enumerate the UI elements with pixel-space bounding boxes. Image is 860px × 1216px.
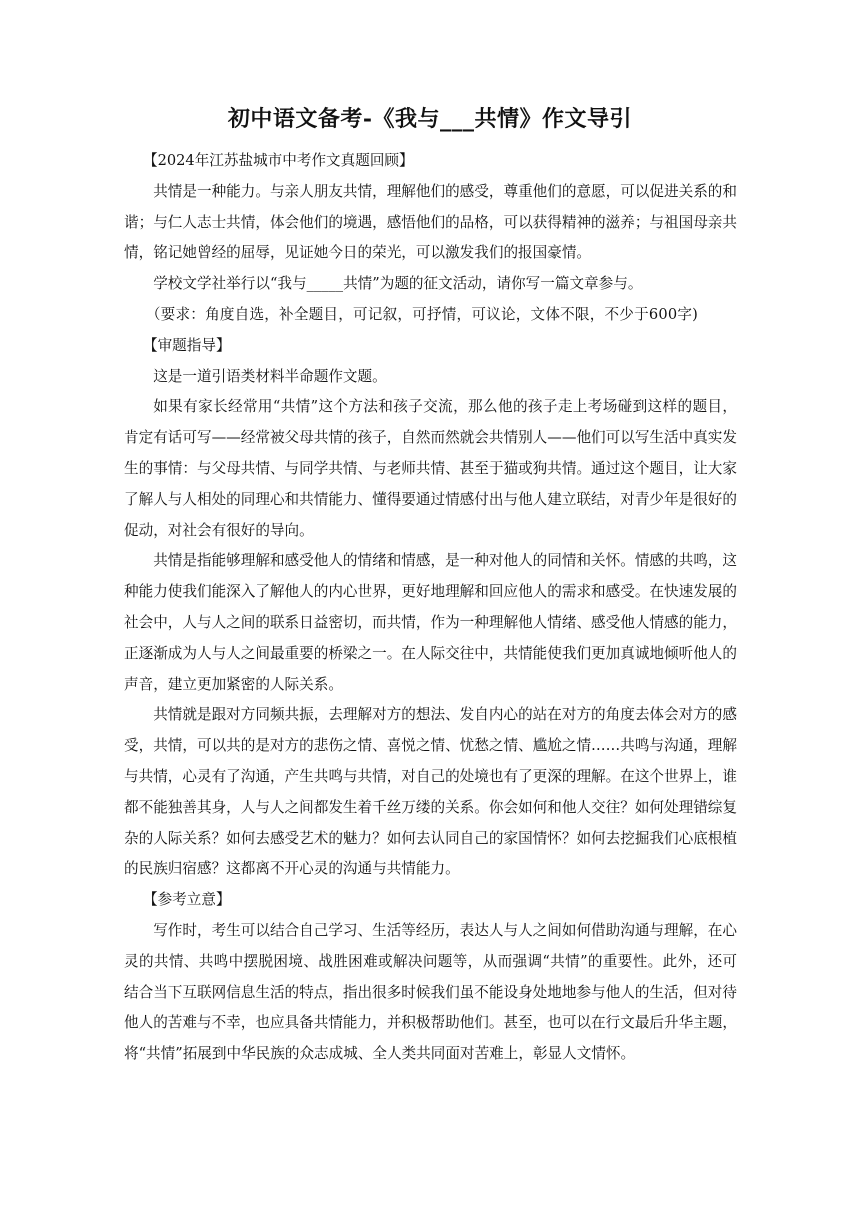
reference-paragraph-1: 写作时，考生可以结合自己学习、生活等经历，表达人与人之间如何借助沟通与理解，在心灵的共情、共鸣中摆脱困境、战胜困难或解决问题等，从而强调“共情”的重要性。此外，还可结合当下互联网信息生活的特点，指出很多时候我们虽不能设身处地地参与他人的生活，但对待他人的苦难与不幸，也应具备共情能力，并积极帮助他们。甚至，也可以在行文最后升华主题，将“共情”拓展到中华民族的众志成城、全人类共同面对苦难上，彰显人文情怀。: [124, 921, 737, 1063]
reference-heading: 【参考立意】: [142, 891, 231, 909]
requirements-note: （要求：角度自选，补全题目，可记叙，可抒情，可议论，文体不限，不少于600字): [145, 305, 699, 323]
guidance-paragraph-2: 如果有家长经常用“共情”这个方法和孩子交流，那么他的孩子走上考场碰到这样的题目，肯定有话可写——经常被父母共情的孩子，自然而然就会共情别人——他们可以写生活中真实发生的事情：与父母共情、与同学共情、与老师共情、甚至于猫或狗共情。通过这个题目，让大家了解人与人相处的同理心和共情能力、懂得要通过情感付出与他人建立联结，对青少年是很好的促动，对社会有很好的导向。: [124, 398, 737, 539]
guidance-heading: 【审题指导】: [142, 336, 231, 354]
prompt-paragraph-1: 共情是一种能力。与亲人朋友共情，理解他们的感受，尊重他们的意愿，可以促进关系的和谐；与仁人志士共情，体会他们的境遇，感悟他们的品格，可以获得精神的滋养；与祖国母亲共情，铭记她曾经的屈辱，见证她今日的荣光，可以激发我们的报国豪情。: [124, 182, 737, 262]
document-title: 初中语文备考-《我与___共情》作文导引: [227, 106, 633, 132]
review-heading: 【2024年江苏盐城市中考作文真题回顾】: [142, 152, 414, 169]
guidance-paragraph-3: 共情是指能够理解和感受他人的情绪和情感，是一种对他人的同情和关怀。情感的共鸣，这种能力使我们能深入了解他人的内心世界，更好地理解和回应他人的需求和感受。在快速发展的社会中，人与人之间的联系日益密切，而共情，作为一种理解他人情绪、感受他人情感的能力，正逐渐成为人与人之间最重要的桥梁之一。在人际交往中，共情能使我们更加真诚地倾听他人的声音，建立更加紧密的人际关系。: [124, 552, 737, 693]
prompt-paragraph-2: 学校文学社举行以“我与_____共情”为题的征文活动，请你写一篇文章参与。: [153, 275, 643, 293]
guidance-paragraph-1: 这是一道引语类材料半命题作文题。: [153, 367, 387, 385]
document-body: [124, 146, 737, 1070]
guidance-paragraph-4: 共情就是跟对方同频共振，去理解对方的想法、发自内心的站在对方的角度去体会对方的感受，共情，可以共的是对方的悲伤之情、喜悦之情、忧愁之情、尴尬之情……共鸣与沟通，理解与共情，心灵有了沟通，产生共鸣与共情，对自己的处境也有了更深的理解。在这个世界上，谁都不能独善其身，人与人之间都发生着千丝万缕的关系。你会如何和他人交往？如何处理错综复杂的人际关系？如何去感受艺术的魅力？如何去认同自己的家国情怀？如何去挖掘我们心底根植的民族归宿感？这都离不开心灵的沟通与共情能力。: [124, 706, 737, 878]
